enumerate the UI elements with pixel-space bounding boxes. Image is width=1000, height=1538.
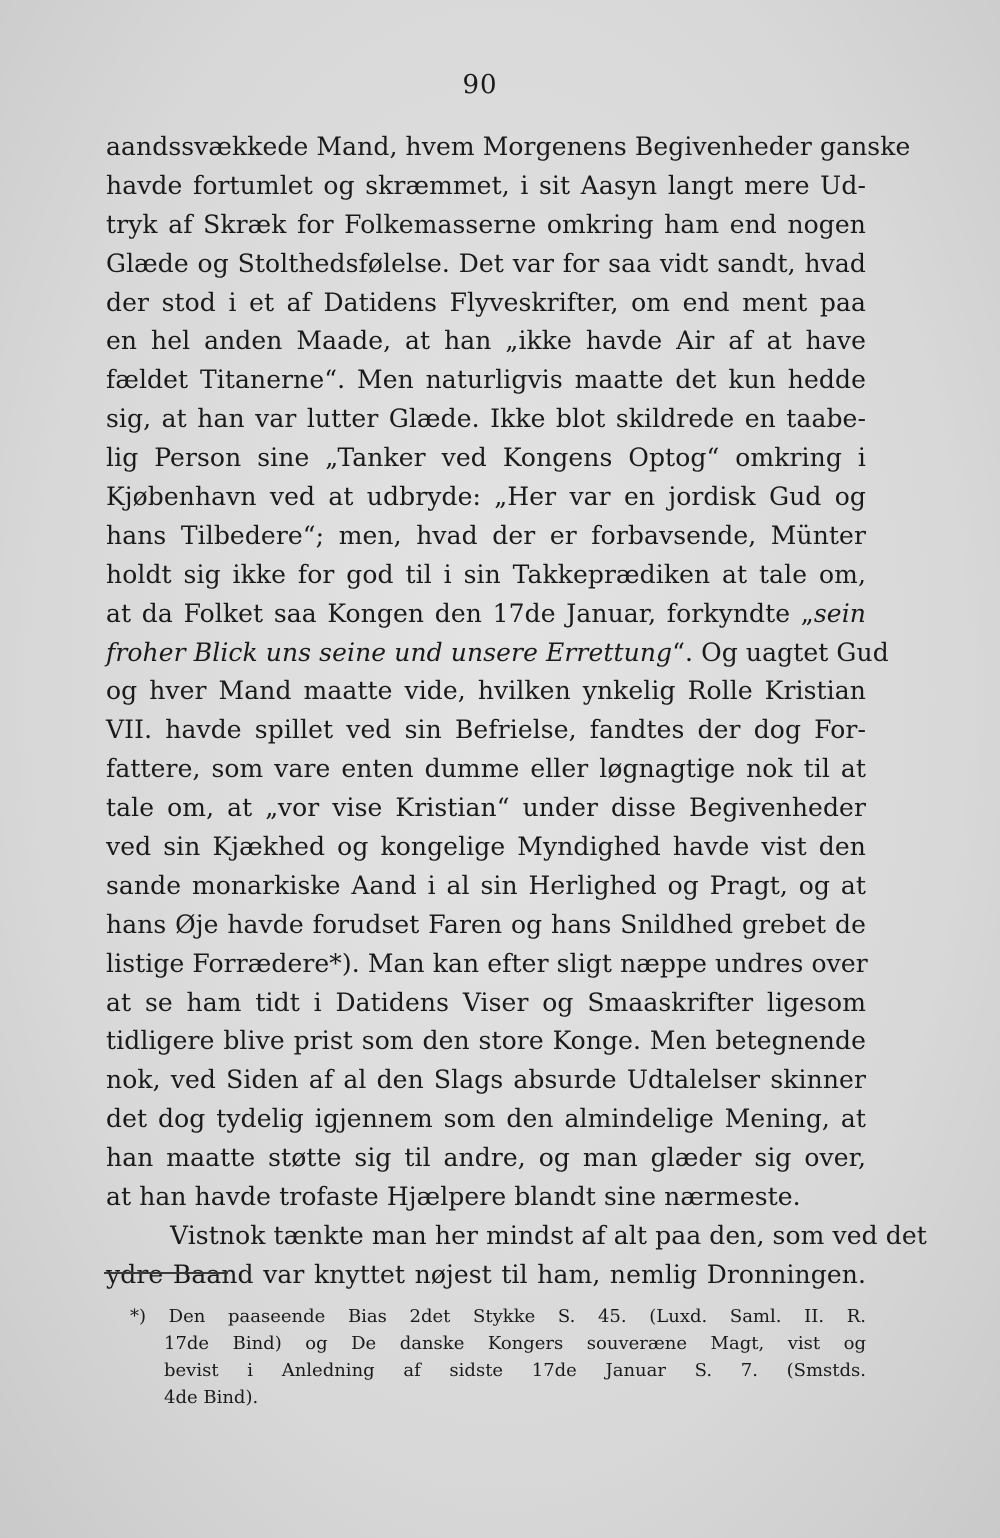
text-line: tryk af Skræk for Folkemasserne omkring ham end nogen <box>106 209 866 239</box>
text-line: det dog tydelig igjennem som den almindelige Mening, at <box>106 1104 866 1134</box>
main-text <box>106 128 927 1295</box>
text-line: ydre Baand var knyttet nøjest til ham, nemlig Dronningen. <box>106 1259 866 1289</box>
text-line: at han havde trofaste Hjælpere blandt sine nærmeste. <box>106 1182 801 1212</box>
text-line: fattere, som vare enten dumme eller løgnagtige nok til at <box>106 754 866 784</box>
text-line: sig, at han var lutter Glæde. Ikke blot skildrede en taabe- <box>106 404 866 434</box>
text-line: hans Tilbedere“; men, hvad der er forbavsende, Münter <box>106 520 866 550</box>
paragraph-start-line: Vistnok tænkte man her mindst af alt paa den, som ved det <box>170 1220 927 1250</box>
text-line-quote-end <box>106 634 889 673</box>
footnote-divider <box>104 1272 228 1274</box>
quote-tail: “. Og uagtet Gud <box>672 637 889 667</box>
page-number: 90 <box>462 70 498 100</box>
quote-italic-start: sein <box>813 598 866 628</box>
footnote-line: 4de Bind). <box>164 1387 259 1408</box>
text-line: Glæde og Stolthedsfølelse. Det var for saa vidt sandt, hvad <box>106 248 866 278</box>
text-line: ved sin Kjækhed og kongelige Myndighed havde vist den <box>106 832 866 862</box>
text-line: han maatte støtte sig til andre, og man glæder sig over, <box>106 1143 866 1173</box>
text-line: tidligere blive prist som den store Konge. Men betegnende <box>106 1026 866 1056</box>
footnote-line: 17de Bind) og De danske Kongers souveræne Magt, vist og <box>164 1333 866 1354</box>
quote-italic-end: froher Blick uns seine und unsere Errettung <box>106 637 673 667</box>
text-line: og hver Mand maatte vide, hvilken ynkelig Rolle Kristian <box>106 676 866 706</box>
text-line: en hel anden Maade, at han „ikke havde Air af at have <box>106 326 866 356</box>
text-line: sande monarkiske Aand i al sin Herlighed og Pragt, og at <box>106 870 866 900</box>
text-line: VII. havde spillet ved sin Befrielse, fandtes der dog For- <box>106 715 866 745</box>
footnote <box>130 1303 866 1411</box>
text-line: havde fortumlet og skræmmet, i sit Aasyn langt mere Ud- <box>106 170 866 200</box>
text-line: holdt sig ikke for god til i sin Takkeprædiken at tale om, <box>106 559 866 589</box>
text-line: der stod i et af Datidens Flyveskrifter, om end ment paa <box>106 287 866 317</box>
footnote-line: bevist i Anledning af sidste 17de Januar S. 7. (Smstds. <box>164 1360 866 1381</box>
text-line: hans Øje havde forudset Faren og hans Snildhed grebet de <box>106 909 866 939</box>
text-line: nok, ved Siden af al den Slags absurde Udtalelser skinner <box>106 1065 866 1095</box>
text-line: listige Forrædere*). Man kan efter sligt næppe undres over <box>106 948 868 978</box>
text-line-quote-start <box>106 595 866 634</box>
text-line: at se ham tidt i Datidens Viser og Smaaskrifter ligesom <box>106 987 866 1017</box>
text-line: aandssvækkede Mand, hvem Morgenens Begivenheder ganske <box>106 132 911 161</box>
text-line: fældet Titanerne“. Men naturligvis maatte det kun hedde <box>106 365 866 395</box>
text-line: lig Person sine „Tanker ved Kongens Optog“ omkring i <box>106 443 866 473</box>
text-line: Kjøbenhavn ved at udbryde: „Her var en jordisk Gud og <box>106 482 866 512</box>
quote-lead: at da Folket saa Kongen den 17de Januar, forkyndte „ <box>106 598 814 628</box>
footnote-line: *) Den paaseende Bias 2det Stykke S. 45. (Luxd. Saml. II. R. <box>130 1306 866 1327</box>
text-line: tale om, at „vor vise Kristian“ under disse Begivenheder <box>106 793 866 823</box>
